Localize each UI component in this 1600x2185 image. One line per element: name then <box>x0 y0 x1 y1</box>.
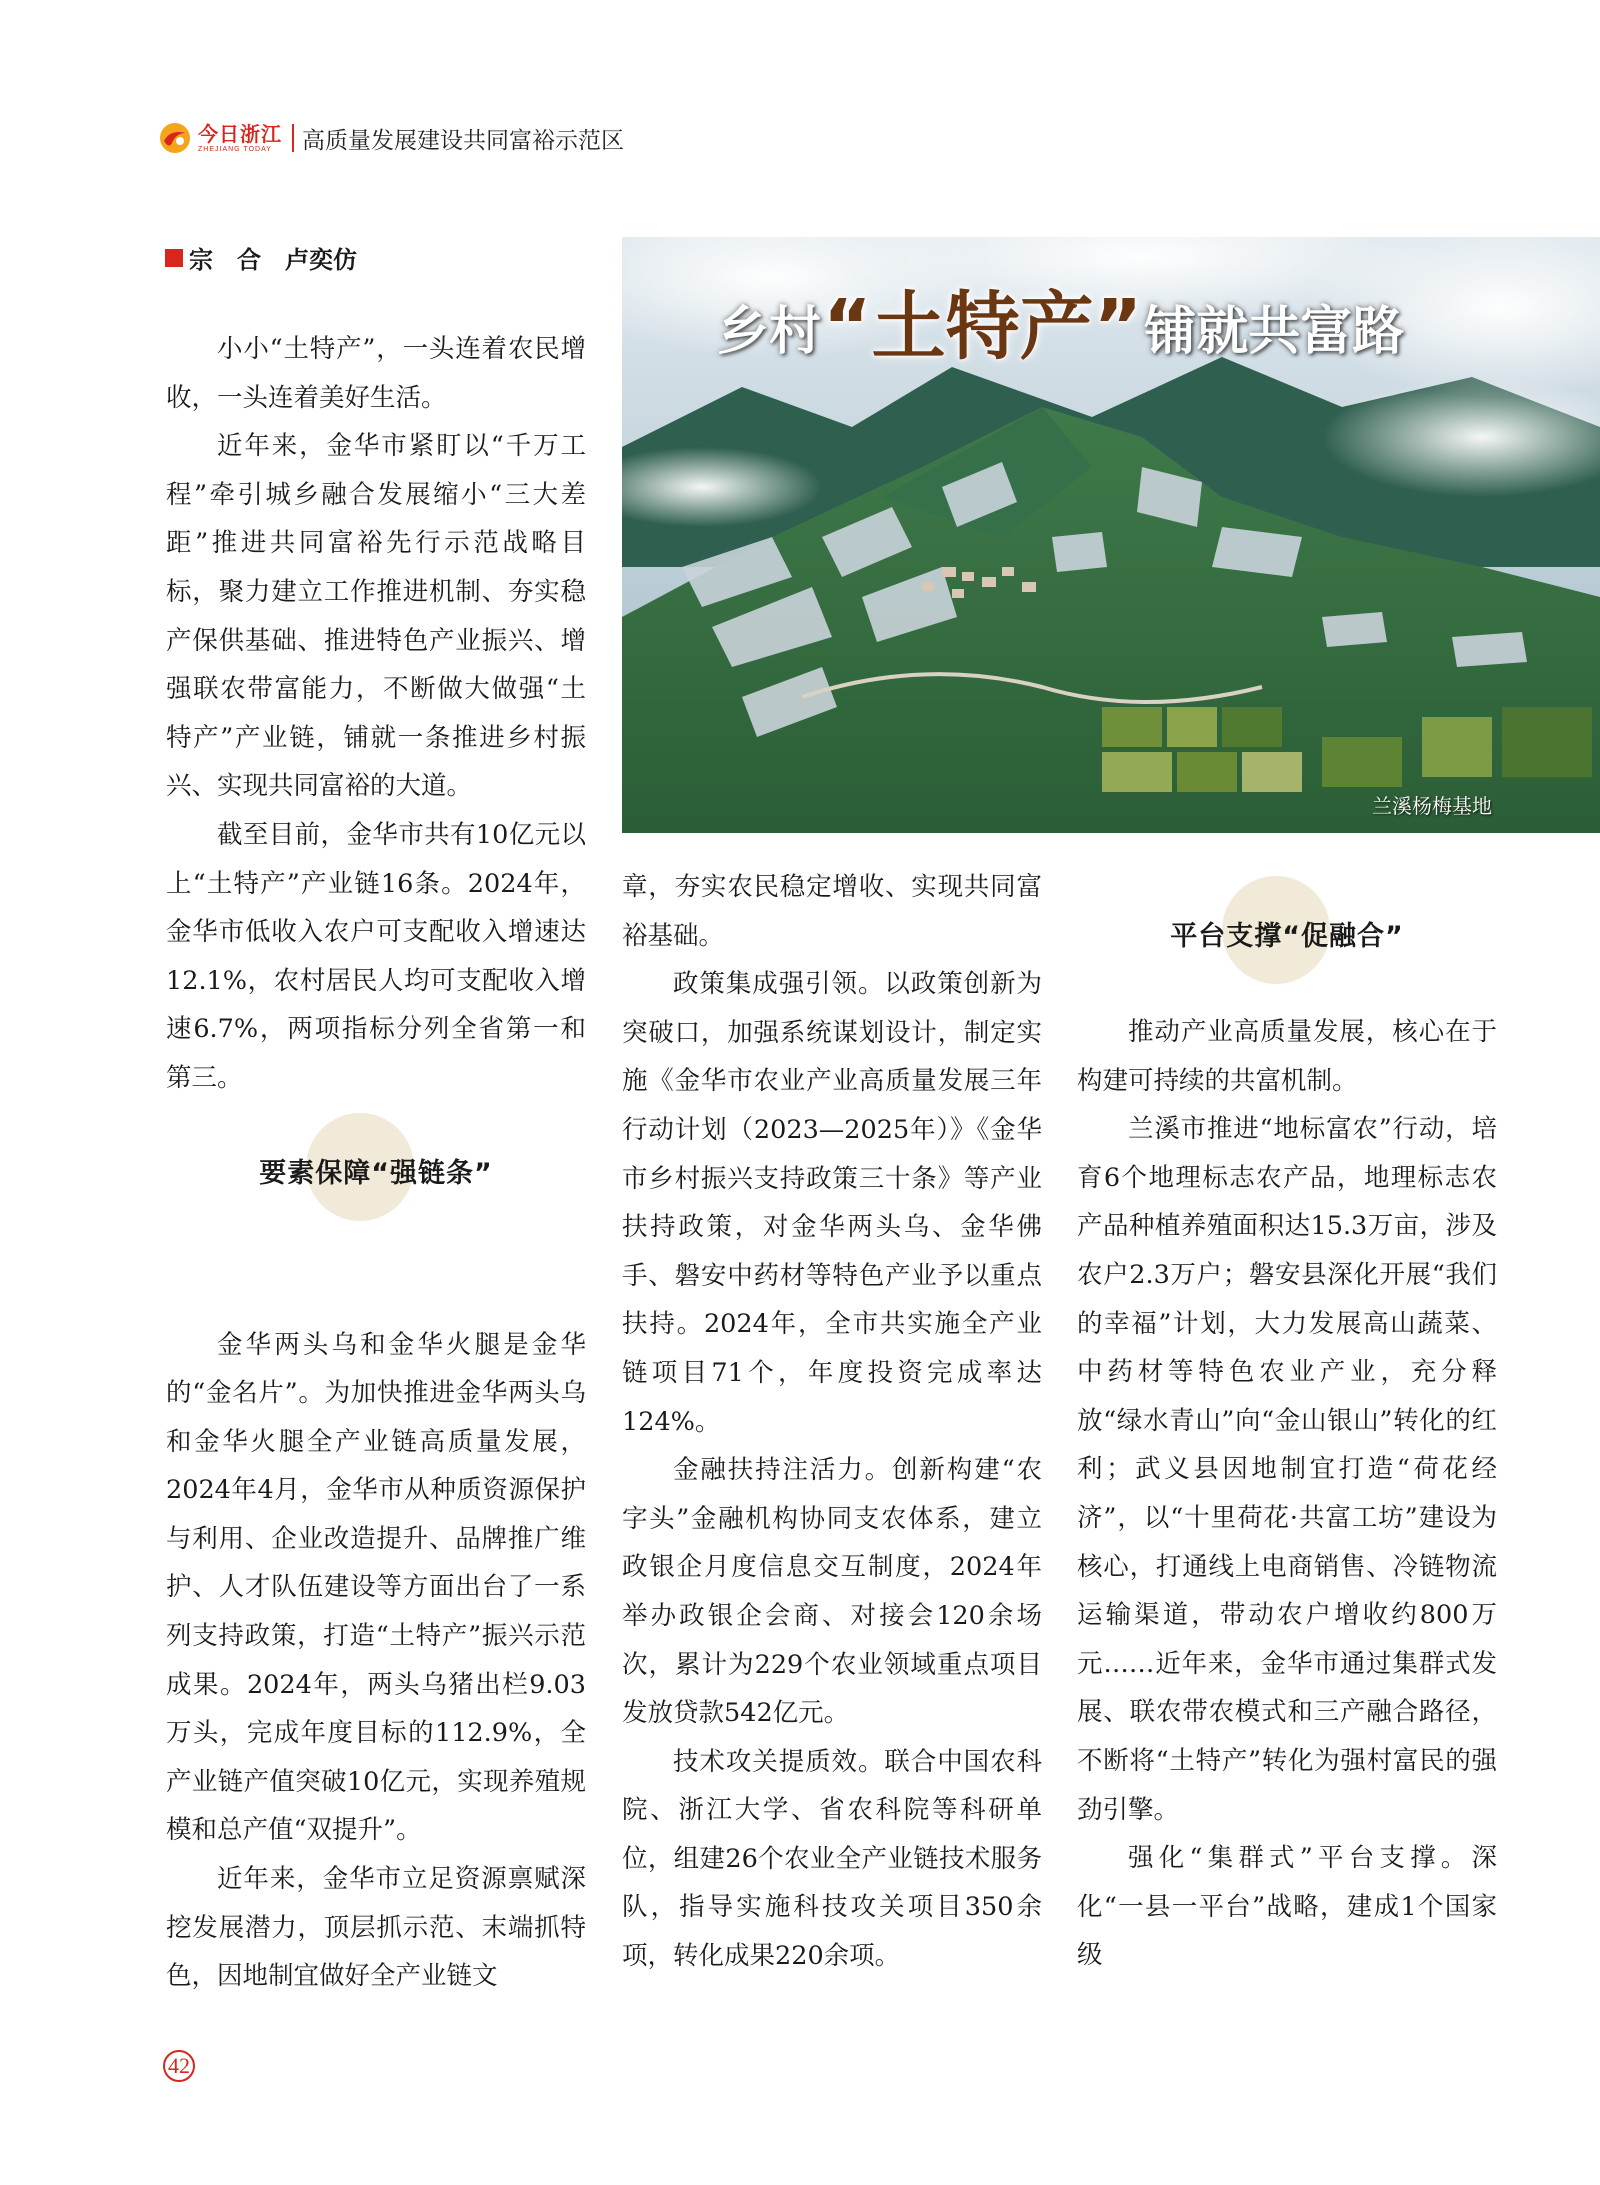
hero-title-highlight: “土特产” <box>823 284 1143 370</box>
hero-image <box>622 237 1600 833</box>
hero-title-suffix: 铺就共富路 <box>1144 302 1405 362</box>
section-heading-1 <box>166 1113 586 1223</box>
col1-paragraph-1: 小小“土特产”，一头连着农民增收，一头连着美好生活。 <box>166 334 586 413</box>
hero-title-prefix: 乡村 <box>717 302 822 362</box>
col2-paragraph-3: 金融扶持注活力。创新构建“农字头”金融机构协同支农体系，建立政银企月度信息交互制度，2024年举办政银企会商、对接会120余场次，累计为229个农业领域重点项目发放贷款542亿元。 <box>622 1455 1042 1729</box>
byline-marker-icon <box>165 249 183 267</box>
logo-english-text: ZHEJIANG TODAY <box>198 145 272 153</box>
col1-paragraph-4: 金华两头乌和金华火腿是金华的“金名片”。为加快推进金华两头乌和金华火腿全产业链高质量发展，2024年4月，金华市从种质资源保护与利用、企业改造提升、品牌推广维护、人才队伍建设等方面出台了一系列支持政策，打造“土特产”振兴示范成果。2024年，两头乌猪出栏9.03万头，完成年度目标的112.9%，全产业链产值突破10亿元，实现养殖规模和总产值“双提升”。 <box>166 1329 586 1846</box>
section-title-2: 平台支撑“促融合” <box>1170 921 1404 952</box>
byline-authors: 宗 合 卢奕仿 <box>189 246 357 274</box>
photo-caption: 兰溪杨梅基地 <box>1372 794 1492 818</box>
logo-chinese-text: 今日浙江 <box>198 121 282 146</box>
column-3 <box>1077 1008 1497 1980</box>
col3-paragraph-1: 推动产业高质量发展，核心在于构建可持续的共富机制。 <box>1077 1017 1497 1096</box>
page-number: 42 <box>163 2050 195 2082</box>
col2-paragraph-4: 技术攻关提质效。联合中国农科院、浙江大学、省农科院等科研单位，组建26个农业全产业链技术服务队，指导实施科技攻关项目350余项，转化成果220余项。 <box>622 1746 1042 1972</box>
col1-paragraph-2: 近年来，金华市紧盯以“千万工程”牵引城乡融合发展缩小“三大差距”推进共同富裕先行示范战略目标，聚力建立工作推进机制、夯实稳产保供基础、推进特色产业振兴、增强联农带富能力，不断做大做强“土特产”产业链，铺就一条推进乡村振兴、实现共同富裕的大道。 <box>166 431 586 802</box>
col1-paragraph-3: 截至目前，金华市共有10亿元以上“土特产”产业链16条。2024年，金华市低收入农户可支配收入增速达12.1%，农村居民人均可支配收入增速6.7%，两项指标分列全省第一和第三。 <box>166 819 586 1093</box>
section-header-title: 高质量发展建设共同富裕示范区 <box>302 127 624 154</box>
col2-paragraph-2: 政策集成强引领。以政策创新为突破口，加强系统谋划设计，制定实施《金华市农业产业高质量发展三年行动计划（2023—2025年）》《金华市乡村振兴支持政策三十条》等产业扶持政策，对金华两头乌、金华佛手、磐安中药材等特色产业予以重点扶持。2024年，全市共实施全产业链项目71个，年度投资完成率达124%。 <box>622 969 1042 1437</box>
col1-paragraph-5: 近年来，金华市立足资源禀赋深挖发展潜力，顶层抓示范、末端抓特色，因地制宜做好全产业链文 <box>166 1864 586 1992</box>
byline <box>165 240 357 275</box>
section-heading-2 <box>1077 876 1497 986</box>
col3-paragraph-2: 兰溪市推进“地标富农”行动，培育6个地理标志农产品，地理标志农产品种植养殖面积达15.3万亩，涉及农户2.3万户；磐安县深化开展“我们的幸福”计划，大力发展高山蔬菜、中药材等特色农业产业，充分释放“绿水青山”向“金山银山”转化的红利；武义县因地制宜打造“荷花经济”，以“十里荷花·共富工坊”建设为核心，打通线上电商销售、冷链物流运输渠道，带动农户增收约800万元……近年来，金华市通过集群式发展、联农带农模式和三产融合路径，不断将“土特产”转化为强村富民的强劲引擎。 <box>1077 1114 1497 1825</box>
header-divider <box>292 124 294 152</box>
section-title-1: 要素保障“强链条” <box>259 1158 493 1189</box>
magazine-logo <box>158 121 282 155</box>
page-header <box>158 118 624 158</box>
hero-title <box>717 284 1405 370</box>
column-2 <box>622 863 1042 1981</box>
logo-swirl-icon <box>158 121 192 155</box>
col3-paragraph-3: 强化“集群式”平台支撑。深化“一县一平台”战略，建成1个国家级 <box>1077 1843 1497 1971</box>
col2-paragraph-1: 章，夯实农民稳定增收、实现共同富裕基础。 <box>622 872 1042 951</box>
